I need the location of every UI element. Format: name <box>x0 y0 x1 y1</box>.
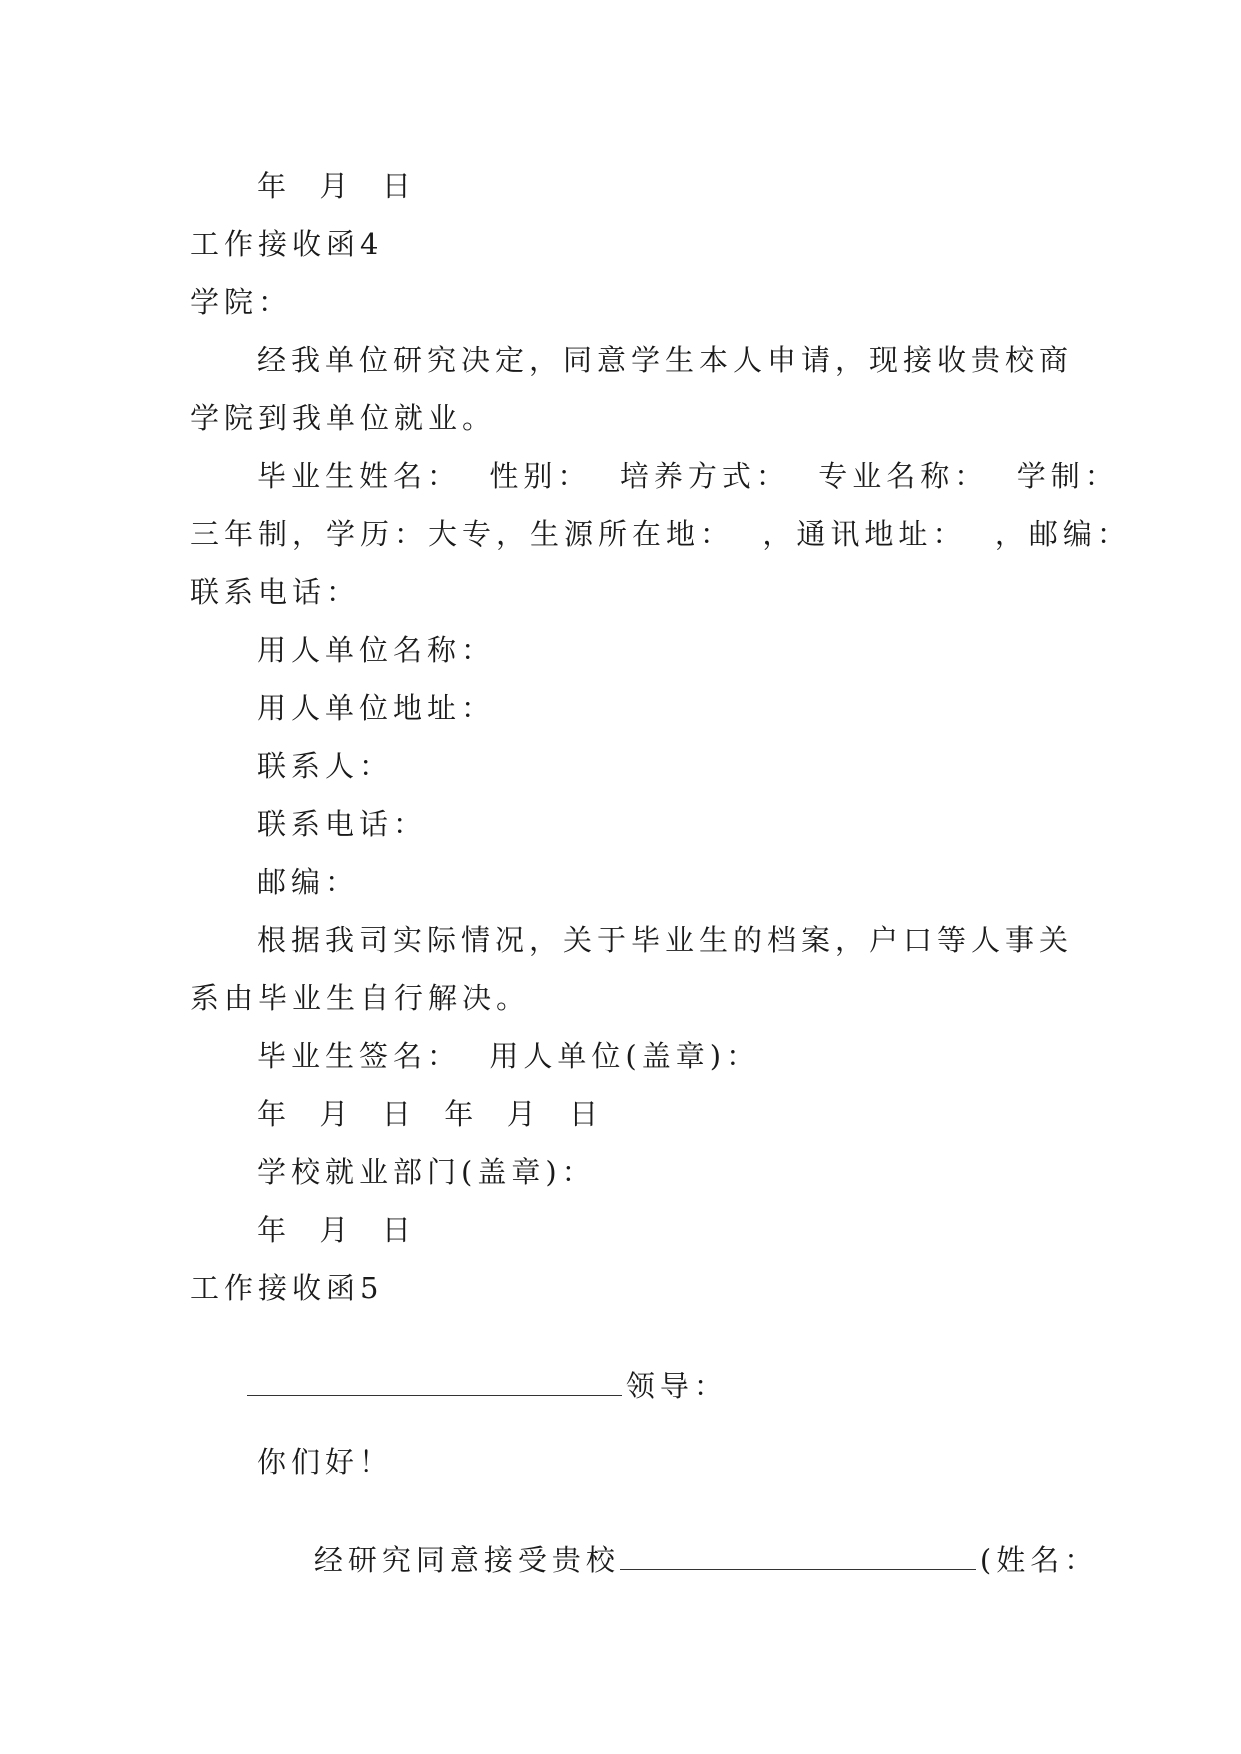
body-text: 学院到我单位就业。 <box>190 401 497 435</box>
section-heading-4: 工作接收函4 <box>190 227 384 261</box>
employer-name-line: 用人单位名称： <box>257 633 496 667</box>
body-text: 系由毕业生自行解决。 <box>190 981 531 1015</box>
contact-phone-line: 联系电话： <box>257 807 428 841</box>
body-text: 经我单位研究决定，同意学生本人申请，现接收贵校商 <box>257 343 1074 377</box>
leader-salutation-line <box>190 1326 728 1446</box>
date-line: 年 月 日 年 月 日 <box>257 1097 604 1131</box>
greeting: 你们好！ <box>257 1445 394 1479</box>
fill-in-blank <box>247 1369 622 1396</box>
graduate-info-line: 三年制，学历：大专，生源所在地： ，通讯地址： ，邮编： <box>190 517 1131 551</box>
acceptance-line <box>257 1500 1098 1620</box>
leader-label: 领导： <box>625 1369 728 1403</box>
graduate-info-line: 毕业生姓名： 性别： 培养方式： 专业名称： 学制： <box>257 459 1119 493</box>
acceptance-text: 经研究同意接受贵校 <box>313 1543 620 1577</box>
section-heading-5: 工作接收函5 <box>190 1271 384 1305</box>
name-label: (姓名： <box>979 1543 1099 1577</box>
fill-in-blank <box>620 1543 976 1570</box>
contact-phone-line: 联系电话： <box>190 575 361 609</box>
employer-address-line: 用人单位地址： <box>257 691 496 725</box>
contact-person-line: 联系人： <box>257 749 394 783</box>
date-line: 年 月 日 <box>257 169 416 203</box>
signature-line: 毕业生签名： 用人单位(盖章)： <box>257 1039 761 1073</box>
body-text: 根据我司实际情况，关于毕业生的档案，户口等人事关 <box>257 923 1074 957</box>
school-seal-line: 学校就业部门(盖章)： <box>257 1155 596 1189</box>
date-line: 年 月 日 <box>257 1213 416 1247</box>
postcode-line: 邮编： <box>257 865 360 899</box>
salutation: 学院： <box>190 285 293 319</box>
